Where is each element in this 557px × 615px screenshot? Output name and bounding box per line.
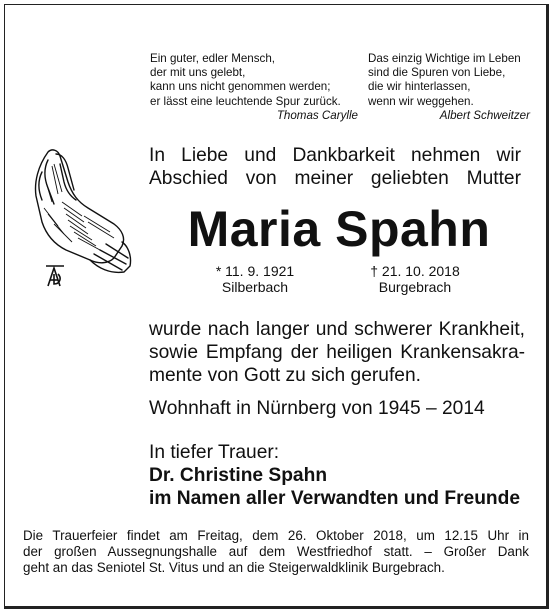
deceased-name: Maria Spahn	[187, 201, 491, 257]
body-line: mente von Gott zu sich gerufen.	[149, 365, 421, 386]
birth-info	[195, 263, 315, 295]
mourner-name: Dr. Christine Spahn	[149, 465, 328, 486]
funeral-line: der großen Aussegnungshalle auf dem Westfriedhof statt. – Großer Dank	[23, 544, 529, 560]
quote-line: wenn wir weggehen.	[368, 94, 474, 108]
quote-line: sind die Spuren von Liebe,	[368, 66, 506, 80]
quote-line: kann uns nicht genommen werden;	[150, 80, 331, 94]
intro-text	[149, 144, 521, 190]
body-line: wurde nach langer und schwerer Krankheit,	[149, 319, 525, 340]
death-info	[350, 263, 480, 295]
mourning-block	[149, 441, 520, 510]
funeral-line: Die Trauerfeier findet am Freitag, dem 26. Oktober 2018, um 12.15 Uhr in	[23, 528, 529, 543]
death-date: † 21. 10. 2018	[370, 263, 460, 279]
quote-schweitzer	[368, 52, 530, 123]
death-place: Burgebrach	[378, 279, 452, 295]
intro-line: In Liebe und Dankbarkeit nehmen wir	[149, 145, 521, 166]
quote-carylle	[150, 52, 358, 123]
residence-text: Wohnhaft in Nürnberg von 1945 – 2014	[149, 398, 485, 419]
birth-date: * 11. 9. 1921	[215, 263, 295, 279]
praying-hands-icon	[18, 142, 136, 290]
body-line: sowie Empfang der heiligen Krankensakra-	[149, 342, 525, 363]
birth-place: Silberbach	[221, 279, 289, 295]
mourner-family: im Namen aller Verwandten und Freunde	[149, 488, 521, 509]
quote-line: die wir hinterlassen,	[368, 80, 471, 94]
body-text	[149, 318, 525, 387]
intro-line: Abschied von meiner geliebten Mutter	[149, 168, 521, 189]
quote-line: der mit uns gelebt,	[150, 66, 246, 80]
funeral-notice	[23, 528, 529, 577]
quote-line: er lässt eine leuchtende Spur zurück.	[150, 94, 341, 108]
quote-author: Thomas Carylle	[276, 108, 358, 122]
funeral-line: geht an das Seniotel St. Vitus und an die Steigerwaldklinik Burgebrach.	[23, 560, 445, 576]
quote-line: Ein guter, edler Mensch,	[150, 52, 276, 65]
quote-author: Albert Schweitzer	[439, 108, 530, 122]
quote-line: Das einzig Wichtige im Leben	[368, 52, 521, 65]
mourning-heading: In tiefer Trauer:	[149, 442, 280, 463]
